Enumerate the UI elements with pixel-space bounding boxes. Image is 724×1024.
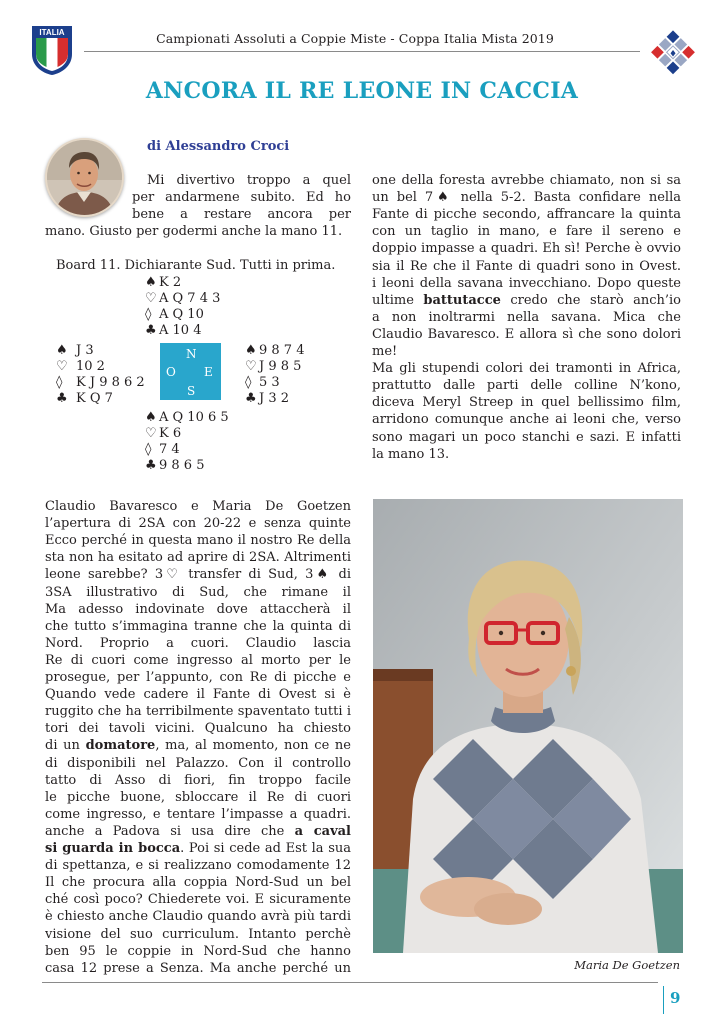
club-icon: ♣ xyxy=(145,323,157,338)
heart-icon: ♡ xyxy=(145,426,157,441)
south-diamonds-cards: 7 4 xyxy=(159,442,180,457)
east-hearts-cards: J 9 8 5 xyxy=(259,359,302,374)
east-spades-cards: 9 8 7 4 xyxy=(259,343,305,358)
body-line: di spettanza, e si realizzano comodamente 12 xyxy=(45,858,351,874)
body-line: che tutto s’immagina tranne che la quinta di xyxy=(45,618,351,634)
west-clubs xyxy=(56,391,145,407)
east-diamonds xyxy=(245,375,304,391)
spade-icon: ♠ xyxy=(56,343,68,358)
bold-phrase: battutacce xyxy=(423,292,501,308)
body-line: tatto di Asso di fiori, fin troppo facile xyxy=(45,772,351,788)
west-hearts-cards: 10 2 xyxy=(76,359,105,374)
body-line: Il che procura alla coppia Nord-Sud un bel xyxy=(45,875,351,891)
body-line: sia il Re che il Fante di quadri sono in Ovest. xyxy=(372,258,681,274)
north-diamonds-cards: A Q 10 xyxy=(159,307,204,322)
compass-south: S xyxy=(187,384,196,398)
south-spades xyxy=(145,410,229,426)
body-line: un bel 7♠ nella 5-2. Basta confidare nella xyxy=(372,190,681,206)
north-hearts-cards: A Q 7 4 3 xyxy=(159,291,221,306)
north-hearts xyxy=(145,291,220,307)
author-photo xyxy=(45,138,124,217)
body-line: Fante di picche secondo, affrancare la quinta xyxy=(372,207,681,223)
body-line: è chiesto anche Claudio quando avrà più tardi xyxy=(45,909,351,925)
intro-line: bene a restare ancora per xyxy=(132,207,351,222)
body-line: di disponibili nel Palazzo. Con il controllo xyxy=(45,755,351,771)
body-line: ruggito che ha terribilmente spaventato tutti i xyxy=(45,704,351,720)
page-number: 9 xyxy=(670,989,681,1007)
diamond-icon: ◊ xyxy=(145,307,152,322)
body-line: ben 95 le coppie in Nord-Sud che hanno xyxy=(45,943,351,959)
compass-north: N xyxy=(186,347,197,361)
body-line: prattutto dalle parti delle colline N’kono, xyxy=(372,378,681,394)
heart-icon: ♡ xyxy=(145,291,157,306)
body-line xyxy=(372,293,681,309)
body-line: ché così poco? Chiederete voi. E sicuramente xyxy=(45,892,351,908)
north-clubs-cards: A 10 4 xyxy=(159,323,202,338)
article-title: ANCORA IL RE LEONE IN CACCIA xyxy=(145,78,579,104)
spade-icon: ♠ xyxy=(145,275,157,290)
body-line: le picche buone, sbloccare il Re di cuori xyxy=(45,789,351,805)
intro-line: per andarmene subito. Ed ho xyxy=(132,190,351,205)
body-line: prosegue, per l’appunto, con Re di picche e xyxy=(45,670,351,685)
body-line: Re di cuori come ingresso al morto per le xyxy=(45,652,351,668)
south-clubs-cards: 9 8 6 5 xyxy=(159,458,205,473)
board-heading: Board 11. Dichiarante Sud. Tutti in prima. xyxy=(56,258,336,273)
west-hand xyxy=(56,343,145,407)
body-line: tori dei tavoli vicini. Qualcuno ha chiesto xyxy=(45,721,351,737)
body-line: a non inoltrarmi nella savana. Mica che xyxy=(372,309,681,325)
body-line: Claudio Bavaresco. E allora sì che sono dolori xyxy=(372,326,681,342)
diamond-icon: ◊ xyxy=(145,442,152,457)
page-number-bar xyxy=(663,986,664,1014)
body-line: leone sarebbe? 3♡ transfer di Sud, 3♠ di xyxy=(45,567,351,583)
body-line: 3SA illustrativo di Sud, che rimane il xyxy=(45,584,351,600)
intro-line: mano. Giusto per godermi anche la mano 11. xyxy=(45,224,343,239)
federation-logo xyxy=(648,28,698,78)
spade-icon: ♠ xyxy=(245,343,257,358)
body-line: Ma gli stupendi colori dei tramonti in Africa, xyxy=(372,361,681,377)
body-line: arridono comunque anche ai leoni che, verso xyxy=(372,412,681,428)
east-clubs xyxy=(245,391,304,407)
compass-box xyxy=(160,343,221,400)
heart-icon: ♡ xyxy=(56,359,68,374)
north-spades-cards: K 2 xyxy=(159,275,182,290)
body-line: doppio impasse a quadri. Eh sì! Perche è ovvio xyxy=(372,241,681,257)
body-line: Quando vede cadere il Fante di Ovest si è xyxy=(45,687,351,703)
text-run: ultime xyxy=(372,292,424,308)
bold-phrase: si guarda in bocca xyxy=(45,841,181,856)
heart-icon: ♡ xyxy=(245,359,257,374)
body-line: one della foresta avrebbe chiamato, non si sa xyxy=(372,173,681,188)
east-hearts xyxy=(245,359,304,375)
photo-caption: Maria De Goetzen xyxy=(574,958,680,972)
body-line xyxy=(45,824,351,840)
body-line xyxy=(45,738,351,754)
south-diamonds xyxy=(145,442,229,458)
north-diamonds xyxy=(145,307,220,323)
body-line: me! xyxy=(372,344,398,359)
body-line: la mano 13. xyxy=(372,446,450,462)
east-spades xyxy=(245,343,304,359)
body-line: Nord. Proprio a cuori. Claudio lascia xyxy=(45,635,351,651)
text-run: di un xyxy=(45,738,86,754)
body-line: Ecco perché in questa mano il nostro Re della xyxy=(45,533,351,549)
west-diamonds xyxy=(56,375,145,391)
north-hand xyxy=(145,275,220,339)
north-clubs xyxy=(145,323,220,339)
west-spades-cards: J 3 xyxy=(76,343,94,358)
compass-east: E xyxy=(204,365,213,379)
south-hand xyxy=(145,410,229,474)
compass-west: O xyxy=(166,365,176,379)
body-line: visione del suo curriculum. Intanto perchè xyxy=(45,926,351,942)
east-clubs-cards: J 3 2 xyxy=(259,391,290,406)
diamond-icon: ◊ xyxy=(245,375,252,390)
south-hearts-cards: K 6 xyxy=(159,426,182,441)
byline: di Alessandro Croci xyxy=(147,139,290,154)
club-icon: ♣ xyxy=(56,391,68,406)
south-clubs xyxy=(145,458,229,474)
spade-icon: ♠ xyxy=(145,410,157,425)
club-icon: ♣ xyxy=(245,391,257,406)
south-spades-cards: A Q 10 6 5 xyxy=(159,410,229,425)
body-line: sono magari un poco stanchi e sazi. E infatti xyxy=(372,429,681,445)
italia-shield-logo xyxy=(30,24,74,76)
maria-de-goetzen-photo xyxy=(373,499,683,953)
bold-phrase: domatore xyxy=(85,738,156,754)
text-run: . Poi si cede ad Est la sua xyxy=(180,841,351,856)
west-clubs-cards: K Q 7 xyxy=(76,391,113,406)
body-line: casa 12 prese a Senza. Ma anche perché un xyxy=(45,960,351,976)
footer-divider xyxy=(42,982,658,983)
text-run: , ma, al momento, non ce ne xyxy=(155,738,351,754)
diamond-icon: ◊ xyxy=(56,375,63,390)
intro-line: Mi divertivo troppo a quel xyxy=(147,173,351,188)
body-line: diceva Meryl Streep in quel bellissimo film, xyxy=(372,395,681,411)
body-line xyxy=(45,841,351,857)
bold-phrase: a caval xyxy=(294,823,351,839)
club-icon: ♣ xyxy=(145,458,157,473)
text-run: anche a Padova si usa dire che xyxy=(45,823,295,839)
body-line: con un taglio in mano, e fare il sereno e xyxy=(372,224,681,240)
text-run: credo che starò anch’io xyxy=(510,292,681,308)
body-line: come ingresso, e tentare l’impasse a quadri. xyxy=(45,806,351,822)
north-spades xyxy=(145,275,220,291)
west-hearts xyxy=(56,359,145,375)
shield-text: ITALIA xyxy=(39,28,65,37)
east-diamonds-cards: 5 3 xyxy=(259,375,280,390)
header-divider xyxy=(84,51,640,52)
body-line: l’apertura di 2SA con 20-22 e senza quinte xyxy=(45,516,351,532)
west-spades xyxy=(56,343,145,359)
body-line: Ma adesso indovinate dove attaccherà il xyxy=(45,601,351,617)
south-hearts xyxy=(145,426,229,442)
body-line: i leoni della savana invecchiano. Dopo queste xyxy=(372,275,681,291)
svg-text:♦: ♦ xyxy=(668,49,678,60)
header-title: Campionati Assoluti a Coppie Miste - Coppa Italia Mista 2019 xyxy=(156,31,554,46)
east-hand xyxy=(245,343,304,407)
west-diamonds-cards: K J 9 8 6 2 xyxy=(76,375,145,390)
body-line: sta non ha esitato ad aprire di 2SA. Altrimenti xyxy=(45,550,351,566)
body-line: Claudio Bavaresco e Maria De Goetzen xyxy=(45,499,351,514)
